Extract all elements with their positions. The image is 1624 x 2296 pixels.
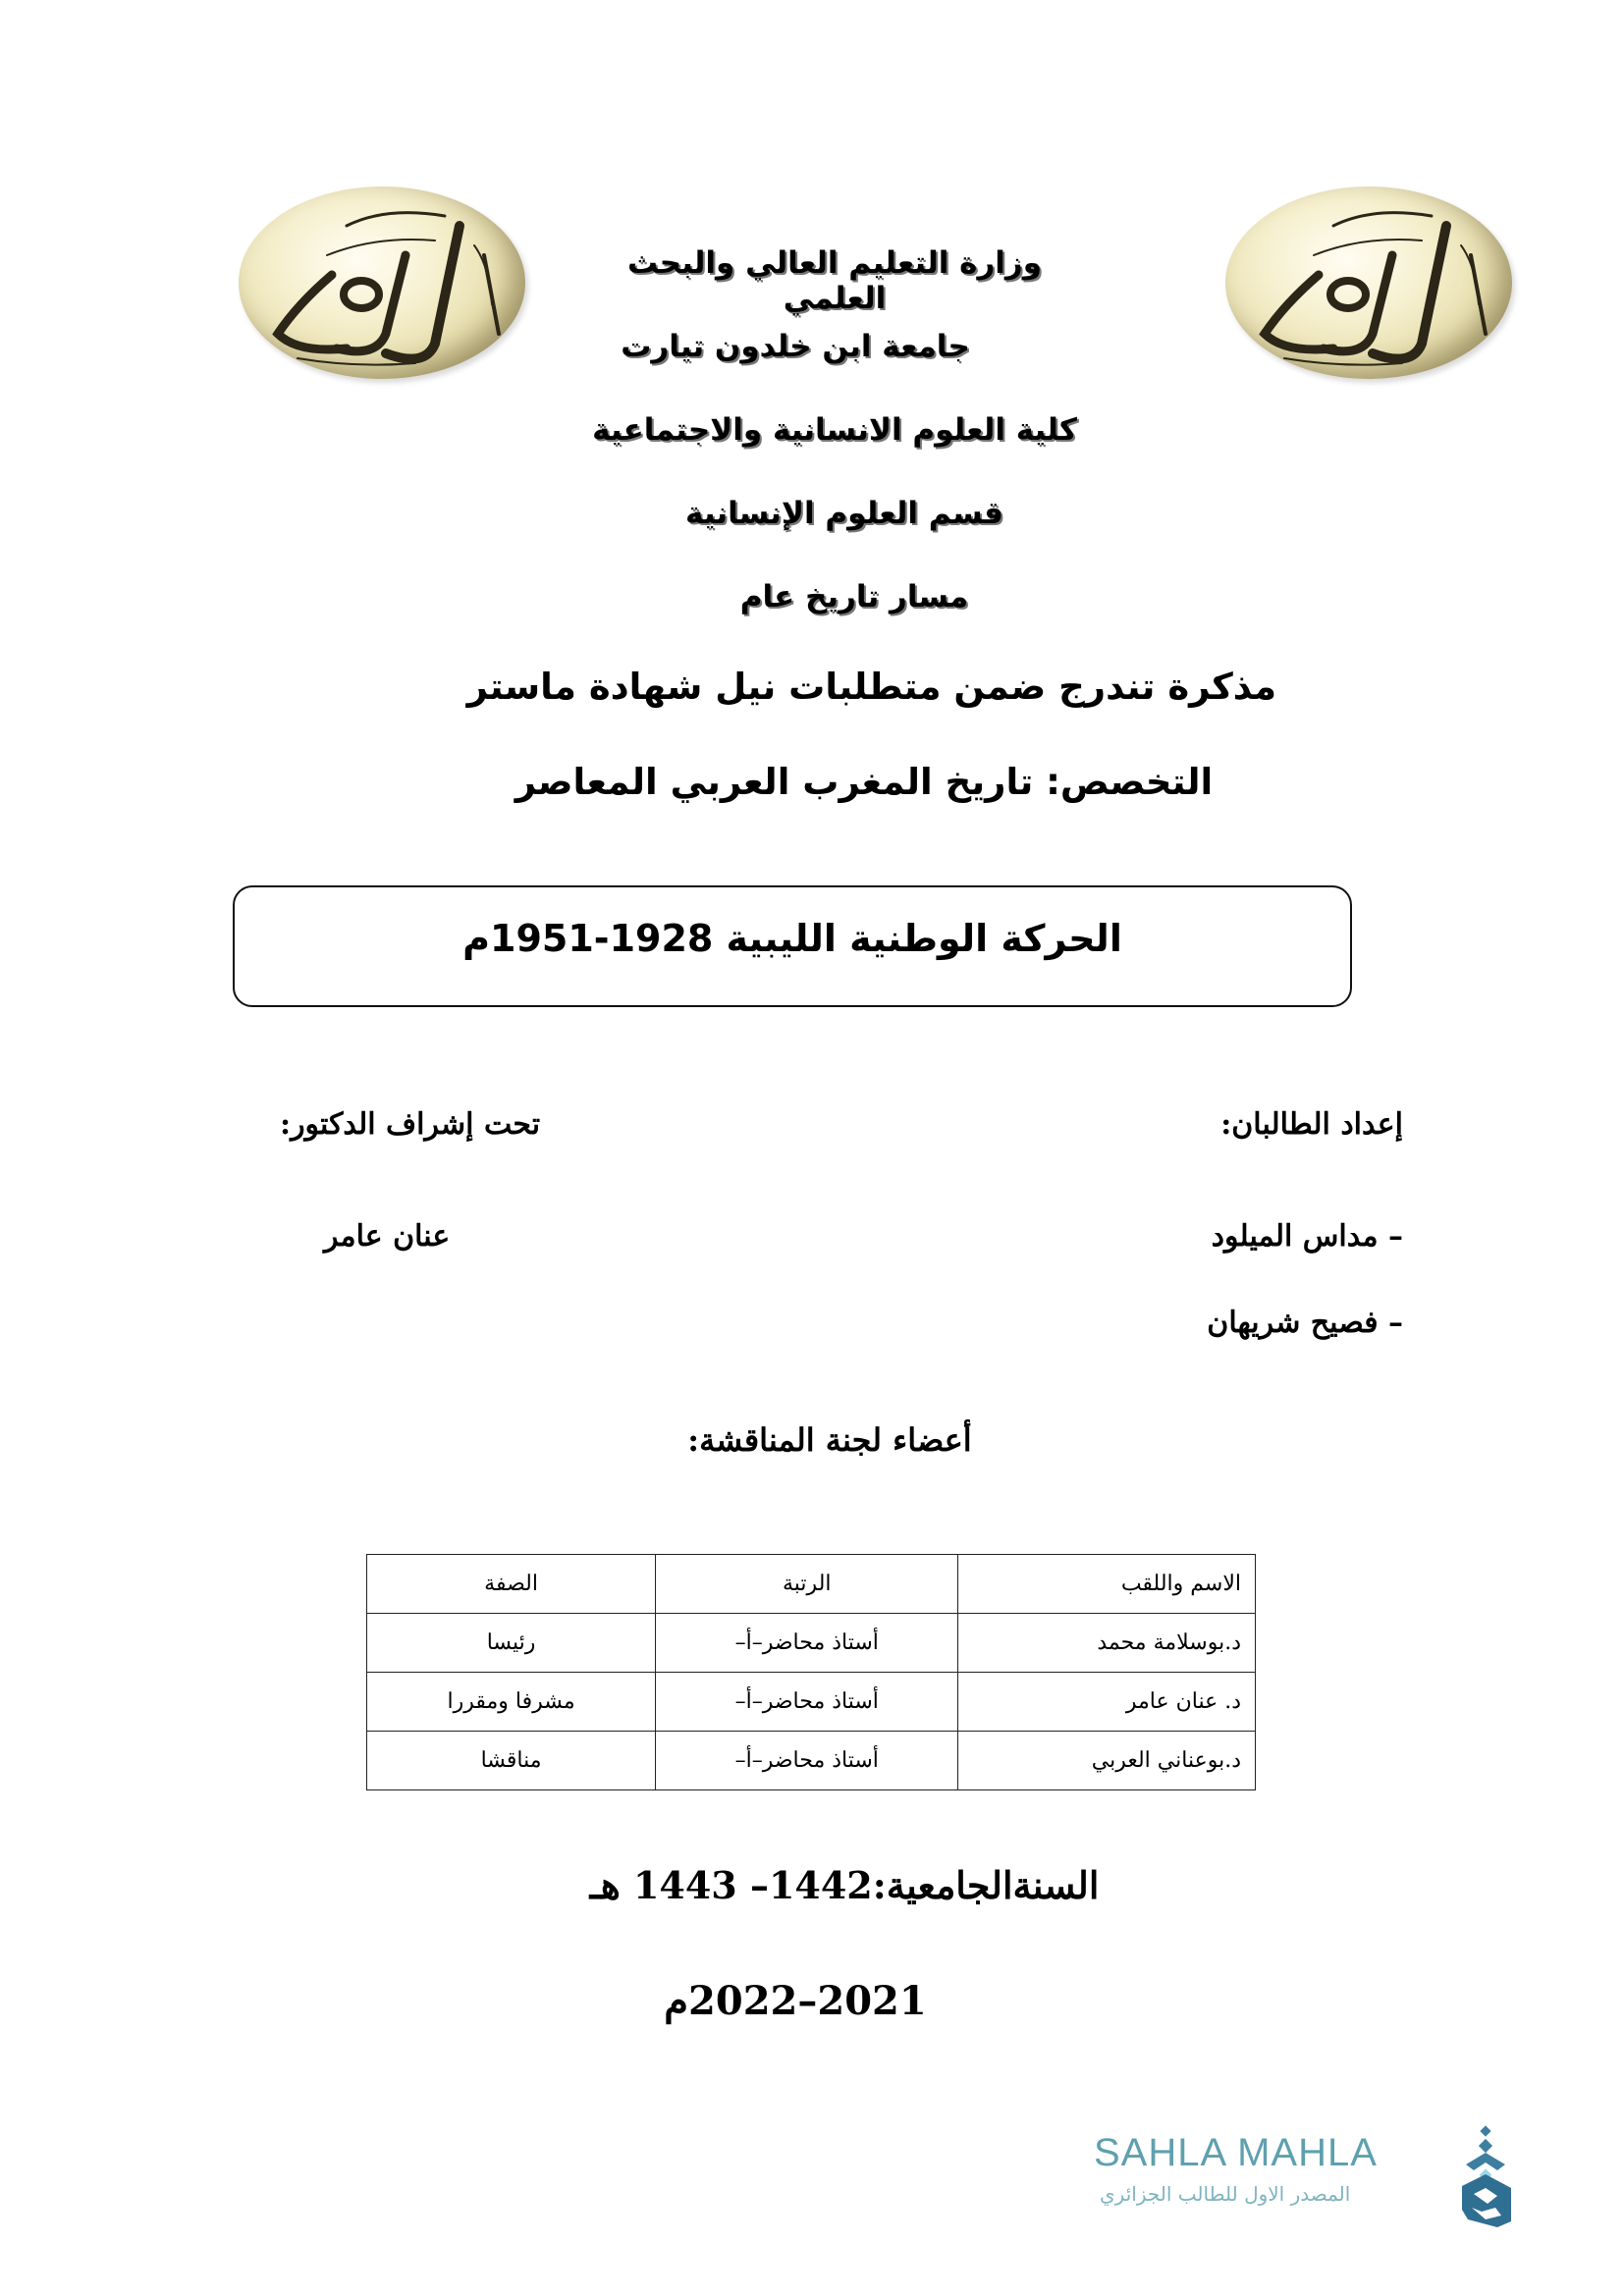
table-header-row (367, 1555, 1256, 1614)
university-name: جامعة ابن خلدون تيارت (621, 329, 970, 364)
student-name: – مداس الميلود (1211, 1219, 1403, 1254)
table-row (367, 1614, 1256, 1673)
member-rank: أستاذ محاضر–أ– (656, 1673, 958, 1732)
table-row (367, 1732, 1256, 1790)
supervisor-name: عنان عامر (324, 1219, 451, 1254)
student-name: – فصيح شريهان (1207, 1306, 1403, 1340)
thesis-title-box (233, 885, 1352, 1007)
academic-year-gregorian: 2021–2022م (664, 1978, 927, 2024)
watermark-tagline: المصدر الاول للطالب الجزائري (1100, 2182, 1351, 2206)
member-rank: أستاذ محاضر–أ– (656, 1732, 958, 1790)
sahla-mahla-logo-icon (1458, 2125, 1517, 2233)
thesis-title: الحركة الوطنية الليبية 1928-1951م (462, 917, 1122, 960)
member-role: مشرفا ومقررا (367, 1673, 656, 1732)
sahla-mahla-watermark (1090, 2125, 1522, 2233)
column-header-role: الصفة (367, 1555, 656, 1614)
table-row (367, 1673, 1256, 1732)
member-rank: أستاذ محاضر–أ– (656, 1614, 958, 1673)
university-seal-icon (1225, 187, 1512, 379)
member-role: مناقشا (367, 1732, 656, 1790)
member-role: رئيسا (367, 1614, 656, 1673)
ministry-name: وزارة التعليم العالي والبحث العلمي (626, 245, 1043, 316)
memo-statement: مذكرة تندرج ضمن متطلبات نيل شهادة ماستر (466, 666, 1276, 708)
member-name: د.بوعناني العربي (958, 1732, 1256, 1790)
supervisor-label: تحت إشراف الدكتور: (280, 1107, 541, 1142)
specialization: التخصص: تاريخ المغرب العربي المعاصر (514, 761, 1214, 803)
watermark-brand: SAHLA MAHLA (1094, 2131, 1378, 2174)
committee-heading: أعضاء لجنة المناقشة: (687, 1421, 972, 1459)
committee-table (366, 1554, 1256, 1790)
column-header-name: الاسم واللقب (958, 1555, 1256, 1614)
member-name: د.بوسلامة محمد (958, 1614, 1256, 1673)
prepared-by-label: إعداد الطالبان: (1220, 1107, 1403, 1142)
column-header-rank: الرتبة (656, 1555, 958, 1614)
faculty-name: كلية العلوم الانسانية والاجتماعية (592, 412, 1077, 448)
academic-year-hijri: السنةالجامعية:1442– 1443 هـ (589, 1863, 1100, 1907)
track-name: مسار تاريخ عام (739, 579, 969, 614)
department-name: قسم العلوم الإنسانية (685, 496, 1003, 531)
member-name: د. عنان عامر (958, 1673, 1256, 1732)
university-seal-icon (239, 187, 525, 379)
